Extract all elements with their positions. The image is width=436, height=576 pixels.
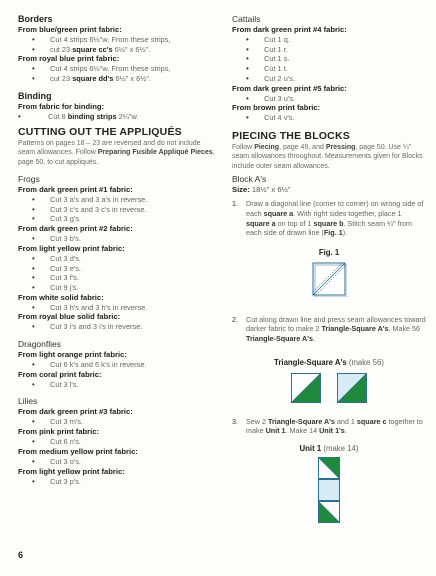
cut-list [232, 94, 426, 104]
royal-blue-source: From royal blue print fabric: [18, 54, 120, 64]
list-item: • Cut 3 h's and 3 h's in reverse. [18, 303, 218, 313]
cut-list [18, 234, 218, 244]
cut-list [18, 437, 218, 447]
frogs-groups [18, 185, 218, 332]
fabric-source: From brown print fabric: [232, 103, 321, 113]
list-item: • Cut 3 c's and 3 c's in reverse. [18, 205, 218, 215]
right-column [232, 14, 426, 523]
fabric-source: From dark green print #3 fabric: [18, 407, 133, 417]
list-item: • Cut 3 f's. [18, 273, 218, 283]
cut-list [18, 195, 218, 224]
royal-blue-list [18, 64, 218, 83]
list-item: • cut 23 square cc's 6½" x 6½". [18, 45, 218, 55]
binding-source: From fabric for binding: [18, 101, 105, 111]
appliques-note: Patterns on pages 18 – 23 are reversed and do not include seam allowances. Follow Preparing Fusible Appliqué Pieces, page 50, to cut appliqués. [18, 139, 215, 166]
fabric-source: From medium yellow print fabric: [18, 446, 138, 456]
list-item: • Cut 3 b's. [18, 234, 218, 244]
list-item: • Cut 2 u's. [232, 74, 426, 84]
dragonflies-heading: Dragonflies [18, 339, 61, 350]
step-3: 3. Sew 2 Triangle-Square A's and 1 square c together to make Unit 1. Make 14 Unit 1's. [232, 416, 423, 436]
list-item: • Cut 9 j's. [18, 283, 218, 293]
cut-list [18, 457, 218, 467]
fabric-source: From light yellow print fabric: [18, 243, 125, 253]
fabric-source: From dark green print #1 fabric: [18, 185, 133, 195]
fabric-source: From white solid fabric: [18, 292, 104, 302]
fabric-source: From royal blue solid fabric: [18, 312, 121, 322]
binding-list [18, 112, 218, 122]
triangle-square-left [291, 373, 321, 403]
list-item: • Cut 3 m's. [18, 417, 218, 427]
step-2: 2. Cut along drawn line and press seam allowances toward darker fabric to make 2 Triangle-Square A's. Make 56 Triangle-Square A's. [232, 314, 426, 343]
list-item: • Cut 6 n's. [18, 437, 218, 447]
list-item: • Cut 3 u's. [232, 94, 426, 104]
appliques-heading: CUTTING OUT THE APPLIQUÉS [18, 125, 182, 138]
binding-heading: Binding [18, 90, 52, 101]
list-item: • Cut 4 strips 6½"w. From these strips, [18, 35, 218, 45]
cut-list [18, 477, 218, 487]
list-item: • Cut 3 d's. [18, 254, 218, 264]
cut-list [232, 35, 426, 84]
cut-list [18, 303, 218, 313]
list-item: • Cut 4 v's. [232, 113, 426, 123]
lilies-heading: Lilies [18, 396, 38, 407]
list-item: • Cut 1 q. [232, 35, 426, 45]
unit1-caption: Unit 1 (make 14) [299, 443, 359, 453]
piecing-heading: PIECING THE BLOCKS [232, 129, 350, 142]
blue-green-list [18, 35, 218, 54]
list-item: • Cut 3 i's and 3 i's in reverse. [18, 322, 218, 332]
cattails-groups [232, 25, 426, 123]
list-item: • Cut 1 r. [232, 45, 426, 55]
fabric-source: From pink print fabric: [18, 427, 100, 437]
cattails-heading: Cattails [232, 14, 261, 24]
step-1: 1. Draw a diagonal line (corner to corner) on wrong side of each square a. With right sides together, place 1 square a on top of 1 square b. Stitch seam ¼" from each side of drawn line (Fig. 1). [232, 199, 424, 238]
block-a-heading: Block A's [232, 174, 267, 185]
page-number: 6 [18, 550, 24, 560]
list-item: • Cut 3 p's. [18, 477, 218, 487]
list-item: • Cut 3 g's. [18, 214, 218, 224]
fabric-source: From coral print fabric: [18, 369, 102, 379]
cut-list [18, 254, 218, 293]
block-size: Size: 18½" x 6½" [232, 185, 291, 195]
fabric-source: From dark green print #5 fabric: [232, 83, 347, 93]
list-item: • Cut 1 s. [232, 54, 426, 64]
list-item: • Cut 4 strips 6½"w. From these strips, [18, 64, 218, 74]
list-item: • Cut 8 binding strips 2¼"w. [18, 112, 218, 122]
list-item: • Cut 3 e's. [18, 264, 218, 274]
fabric-source: From light yellow print fabric: [18, 466, 125, 476]
cut-list [18, 417, 218, 427]
cut-list [18, 380, 218, 390]
fabric-source: From light orange print fabric: [18, 350, 127, 360]
left-column [18, 14, 218, 486]
cut-list [18, 360, 218, 370]
frogs-heading: Frogs [18, 174, 40, 185]
fig1-diagram [311, 261, 347, 297]
list-item: • Cut 3 l's. [18, 380, 218, 390]
triangle-square-right [337, 373, 367, 403]
cut-list [18, 322, 218, 332]
list-item: • Cut 3 a's and 3 a's in reverse. [18, 195, 218, 205]
list-item: • Cut 3 o's. [18, 457, 218, 467]
lilies-groups [18, 407, 218, 486]
cut-list [232, 113, 426, 123]
triangle-square-caption: Triangle-Square A's (make 56) [274, 357, 384, 367]
dragonflies-groups [18, 350, 218, 389]
fabric-source: From dark green print #4 fabric: [232, 25, 347, 34]
borders-heading: Borders [18, 14, 53, 24]
unit1-diagram [318, 457, 340, 523]
piecing-note: Follow Piecing, page 49, and Pressing, page 50. Use ¼" seam allowances throughout. Measurements given for Blocks include outer seam allowances. [232, 143, 423, 170]
list-item: • Cut 6 k's and 6 k's in reverse. [18, 360, 218, 370]
fig1-caption: Fig. 1 [318, 247, 340, 257]
list-item: • Cut 1 t. [232, 64, 426, 74]
blue-green-source: From blue/green print fabric: [18, 25, 122, 34]
fabric-source: From dark green print #2 fabric: [18, 224, 133, 234]
list-item: • cut 23 square dd's 6½" x 6½". [18, 74, 218, 84]
